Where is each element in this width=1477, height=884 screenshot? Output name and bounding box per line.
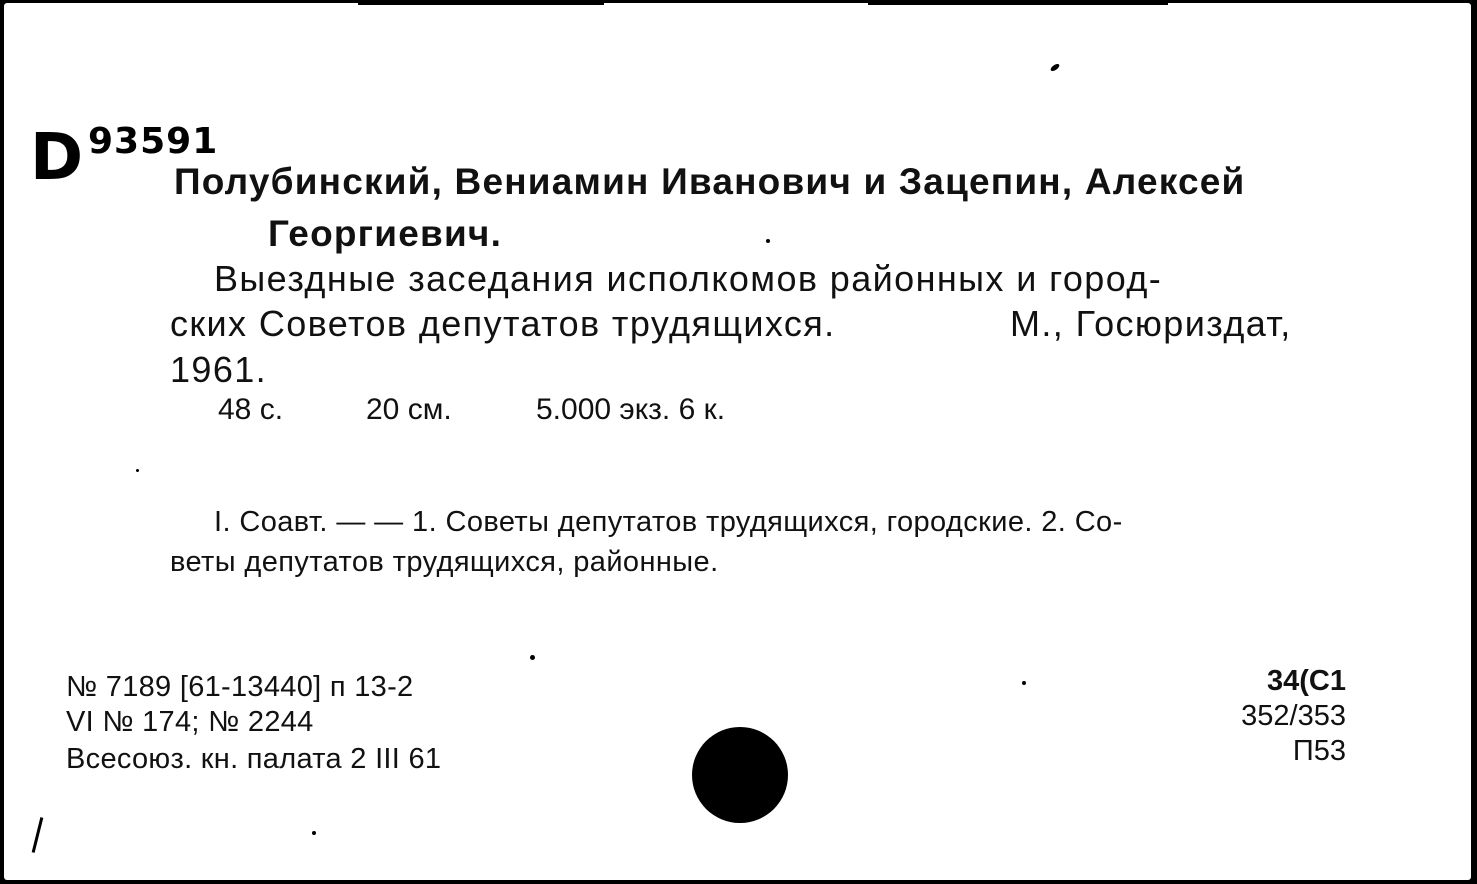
classification-code: 34(С1: [1267, 665, 1346, 697]
catalog-card: [4, 3, 1471, 880]
tracings-line: I. Соавт. — — 1. Советы депутатов трудящихся, городские. 2. Со-: [214, 506, 1123, 538]
imprint-year: 1961.: [170, 349, 268, 390]
ink-speck: [530, 655, 535, 660]
title-line: ских Советов депутатов трудящихся.: [170, 303, 836, 344]
tracings-line: веты депутатов трудящихся, районные.: [170, 546, 719, 578]
ink-speck: [766, 239, 770, 243]
pencil-mark: [32, 817, 44, 853]
punch-hole: [692, 727, 788, 823]
title-line: Выездные заседания исполкомов районных и город-: [214, 258, 1163, 299]
ink-speck: [1022, 681, 1026, 685]
classification-number: 352/353: [1241, 700, 1346, 732]
author-mark: П53: [1292, 735, 1346, 767]
ink-speck: [1049, 63, 1060, 73]
ink-speck: [312, 831, 316, 835]
author-heading: Полубинский, Вениамин Иванович и Зацепин, Алексей: [174, 161, 1246, 202]
registration-series: VI № 174; № 2244: [66, 706, 314, 738]
collation-pages: 48 с.: [218, 393, 284, 426]
chamber-imprint: Всесоюз. кн. палата 2 III 61: [66, 743, 442, 775]
card-edge-mark: [358, 3, 604, 5]
collation-size: 20 см.: [366, 393, 452, 426]
author-heading-continued: Георгиевич.: [268, 213, 503, 254]
imprint-publisher: М., Госюриздат,: [1010, 303, 1292, 344]
call-number: 93591: [88, 121, 219, 162]
ink-speck: [136, 469, 139, 472]
call-letter: D: [30, 121, 82, 195]
collation-copies-price: 5.000 экз. 6 к.: [536, 393, 726, 426]
registration-number: № 7189 [61-13440] п 13-2: [66, 671, 414, 703]
card-edge-mark: [868, 3, 1168, 5]
